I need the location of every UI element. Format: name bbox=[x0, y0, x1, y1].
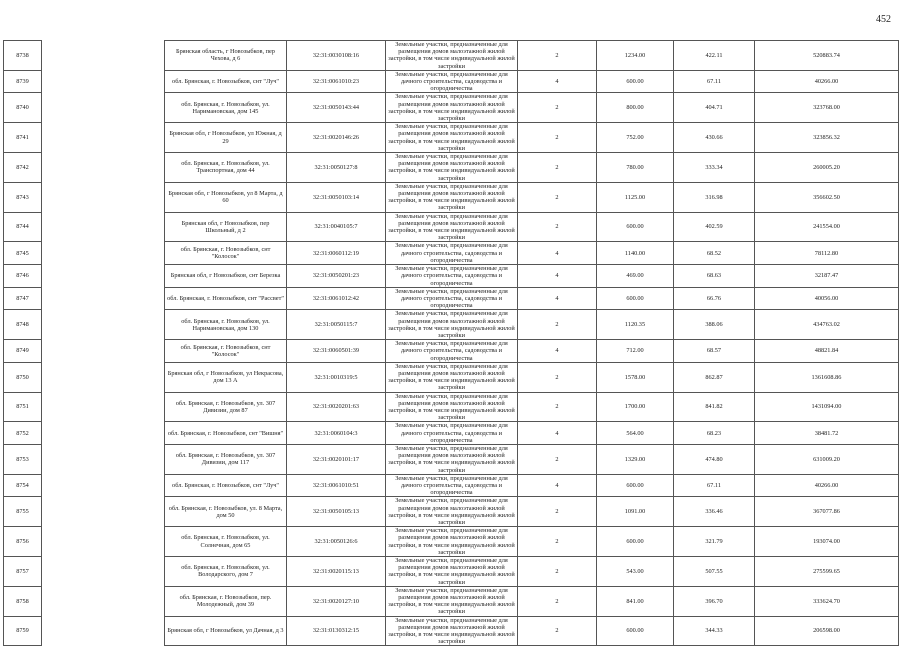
table-row bbox=[4, 474, 899, 497]
group-cell: 4 bbox=[518, 265, 597, 288]
spacer-cell bbox=[42, 557, 165, 587]
area-cell: 1234.00 bbox=[597, 41, 674, 71]
land-use-cell: Земельные участки, предназначенные для дачного строительства, садоводства и огородничества bbox=[386, 340, 518, 363]
area-cell: 469.00 bbox=[597, 265, 674, 288]
group-cell: 4 bbox=[518, 340, 597, 363]
spacer-cell bbox=[42, 287, 165, 310]
table-row bbox=[4, 497, 899, 527]
land-use-cell: Земельные участки, предназначенные для размещения домов малоэтажной жилой застройки, в том числе индивидуальной жилой застройки bbox=[386, 444, 518, 474]
land-use-cell: Земельные участки, предназначенные для размещения домов малоэтажной жилой застройки, в том числе индивидуальной жилой застройки bbox=[386, 93, 518, 123]
specific-value-cell: 841.82 bbox=[674, 392, 755, 422]
record-number-cell: 8745 bbox=[4, 242, 42, 265]
land-use-cell: Земельные участки, предназначенные для размещения домов малоэтажной жилой застройки, в том числе индивидуальной жилой застройки bbox=[386, 182, 518, 212]
cadastral-number-cell: 32:31:0020146:26 bbox=[287, 123, 386, 153]
specific-value-cell: 396.70 bbox=[674, 586, 755, 616]
area-cell: 800.00 bbox=[597, 93, 674, 123]
specific-value-cell: 68.52 bbox=[674, 242, 755, 265]
area-cell: 1140.00 bbox=[597, 242, 674, 265]
area-cell: 600.00 bbox=[597, 527, 674, 557]
group-cell: 2 bbox=[518, 527, 597, 557]
spacer-cell bbox=[42, 422, 165, 445]
cadastral-number-cell: 32:31:0020201:63 bbox=[287, 392, 386, 422]
spacer-cell bbox=[42, 586, 165, 616]
group-cell: 4 bbox=[518, 474, 597, 497]
spacer-cell bbox=[42, 444, 165, 474]
area-cell: 841.00 bbox=[597, 586, 674, 616]
address-cell: обл. Брянская, г. Новозыбков, ул. Солнечная, дом 65 bbox=[165, 527, 287, 557]
land-use-cell: Земельные участки, предназначенные для размещения домов малоэтажной жилой застройки, в том числе индивидуальной жилой застройки bbox=[386, 557, 518, 587]
cadastral-number-cell: 32:31:0020101:17 bbox=[287, 444, 386, 474]
area-cell: 600.00 bbox=[597, 287, 674, 310]
cadastral-number-cell: 32:31:0020127:10 bbox=[287, 586, 386, 616]
table-row bbox=[4, 586, 899, 616]
cadastral-value-cell: 367077.86 bbox=[755, 497, 899, 527]
cadastral-value-cell: 32187.47 bbox=[755, 265, 899, 288]
table-row bbox=[4, 310, 899, 340]
cadastral-value-cell: 241554.00 bbox=[755, 212, 899, 242]
cadastral-number-cell: 32:31:0050143:44 bbox=[287, 93, 386, 123]
address-cell: обл. Брянская, г. Новозыбков, ул. 8 Марта, дом 50 bbox=[165, 497, 287, 527]
specific-value-cell: 67.11 bbox=[674, 474, 755, 497]
table-row bbox=[4, 557, 899, 587]
area-cell: 780.00 bbox=[597, 153, 674, 183]
area-cell: 1120.35 bbox=[597, 310, 674, 340]
table-row bbox=[4, 242, 899, 265]
record-number-cell: 8752 bbox=[4, 422, 42, 445]
cadastral-value-cell: 48821.84 bbox=[755, 340, 899, 363]
area-cell: 600.00 bbox=[597, 70, 674, 93]
area-cell: 564.00 bbox=[597, 422, 674, 445]
area-cell: 1091.00 bbox=[597, 497, 674, 527]
record-number-cell: 8756 bbox=[4, 527, 42, 557]
cadastral-number-cell: 32:31:0050105:13 bbox=[287, 497, 386, 527]
address-cell: обл. Брянская, г. Новозыбков, ул. Наримановская, дом 145 bbox=[165, 93, 287, 123]
area-cell: 600.00 bbox=[597, 212, 674, 242]
record-number-cell: 8753 bbox=[4, 444, 42, 474]
table-row bbox=[4, 616, 899, 646]
record-number-cell: 8740 bbox=[4, 93, 42, 123]
group-cell: 4 bbox=[518, 422, 597, 445]
address-cell: Брянская область, г Новозыбков, пер Чехова, д 6 bbox=[165, 41, 287, 71]
land-use-cell: Земельные участки, предназначенные для размещения домов малоэтажной жилой застройки, в том числе индивидуальной жилой застройки bbox=[386, 212, 518, 242]
registry-rows bbox=[4, 41, 899, 646]
address-cell: обл. Брянская, г. Новозыбков, ул. Володарского, дом 7 bbox=[165, 557, 287, 587]
area-cell: 1125.00 bbox=[597, 182, 674, 212]
address-cell: обл. Брянская, г. Новозыбков, снт "Вишня" bbox=[165, 422, 287, 445]
cadastral-value-cell: 1361608.86 bbox=[755, 362, 899, 392]
spacer-cell bbox=[42, 242, 165, 265]
cadastral-number-cell: 32:31:0061010:51 bbox=[287, 474, 386, 497]
land-use-cell: Земельные участки, предназначенные для размещения домов малоэтажной жилой застройки, в том числе индивидуальной жилой застройки bbox=[386, 123, 518, 153]
spacer-cell bbox=[42, 497, 165, 527]
area-cell: 712.00 bbox=[597, 340, 674, 363]
specific-value-cell: 402.59 bbox=[674, 212, 755, 242]
specific-value-cell: 404.71 bbox=[674, 93, 755, 123]
table-row bbox=[4, 527, 899, 557]
cadastral-value-cell: 631009.20 bbox=[755, 444, 899, 474]
cadastral-value-cell: 1431094.00 bbox=[755, 392, 899, 422]
table-row bbox=[4, 93, 899, 123]
cadastral-number-cell: 32:31:0030108:16 bbox=[287, 41, 386, 71]
group-cell: 2 bbox=[518, 182, 597, 212]
spacer-cell bbox=[42, 310, 165, 340]
specific-value-cell: 68.23 bbox=[674, 422, 755, 445]
spacer-cell bbox=[42, 93, 165, 123]
cadastral-number-cell: 32:31:0050127:8 bbox=[287, 153, 386, 183]
cadastral-value-cell: 40266.00 bbox=[755, 70, 899, 93]
address-cell: обл. Брянская, г. Новозыбков, снт "Колосок" bbox=[165, 340, 287, 363]
group-cell: 2 bbox=[518, 310, 597, 340]
table-row bbox=[4, 392, 899, 422]
cadastral-number-cell: 32:31:0050126:6 bbox=[287, 527, 386, 557]
group-cell: 4 bbox=[518, 287, 597, 310]
cadastral-value-cell: 323856.32 bbox=[755, 123, 899, 153]
cadastral-number-cell: 32:31:0060104:3 bbox=[287, 422, 386, 445]
address-cell: обл. Брянская, г. Новозыбков, ул. 307 Дивизии, дом 117 bbox=[165, 444, 287, 474]
group-cell: 2 bbox=[518, 123, 597, 153]
record-number-cell: 8749 bbox=[4, 340, 42, 363]
land-use-cell: Земельные участки, предназначенные для дачного строительства, садоводства и огородничества bbox=[386, 422, 518, 445]
specific-value-cell: 68.63 bbox=[674, 265, 755, 288]
specific-value-cell: 474.80 bbox=[674, 444, 755, 474]
group-cell: 2 bbox=[518, 444, 597, 474]
land-use-cell: Земельные участки, предназначенные для размещения домов малоэтажной жилой застройки, в том числе индивидуальной жилой застройки bbox=[386, 153, 518, 183]
table-row bbox=[4, 340, 899, 363]
table-row bbox=[4, 444, 899, 474]
specific-value-cell: 67.11 bbox=[674, 70, 755, 93]
group-cell: 2 bbox=[518, 41, 597, 71]
cadastral-number-cell: 32:31:0060112:19 bbox=[287, 242, 386, 265]
cadastral-number-cell: 32:31:0061010:23 bbox=[287, 70, 386, 93]
spacer-cell bbox=[42, 153, 165, 183]
cadastral-number-cell: 32:31:0010319:5 bbox=[287, 362, 386, 392]
address-cell: обл. Брянская, г. Новозыбков, снт "Рассвет" bbox=[165, 287, 287, 310]
land-use-cell: Земельные участки, предназначенные для дачного строительства, садоводства и огородничества bbox=[386, 287, 518, 310]
address-cell: обл. Брянская, г. Новозыбков, ул. 307 Дивизии, дом 87 bbox=[165, 392, 287, 422]
cadastral-number-cell: 32:31:0061012:42 bbox=[287, 287, 386, 310]
cadastral-value-cell: 520883.74 bbox=[755, 41, 899, 71]
area-cell: 600.00 bbox=[597, 474, 674, 497]
cadastral-value-cell: 193074.00 bbox=[755, 527, 899, 557]
cadastral-number-cell: 32:31:0050201:23 bbox=[287, 265, 386, 288]
record-number-cell: 8750 bbox=[4, 362, 42, 392]
spacer-cell bbox=[42, 340, 165, 363]
table-row bbox=[4, 212, 899, 242]
page-number: 452 bbox=[876, 14, 891, 25]
specific-value-cell: 336.46 bbox=[674, 497, 755, 527]
specific-value-cell: 316.98 bbox=[674, 182, 755, 212]
cadastral-value-cell: 260005.20 bbox=[755, 153, 899, 183]
spacer-cell bbox=[42, 392, 165, 422]
spacer-cell bbox=[42, 212, 165, 242]
address-cell: Брянская обл, г Новозыбков, ул 8 Марта, д 60 bbox=[165, 182, 287, 212]
address-cell: обл. Брянская, г. Новозыбков, ул. Транспортная, дом 44 bbox=[165, 153, 287, 183]
cadastral-number-cell: 32:31:0050115:7 bbox=[287, 310, 386, 340]
cadastral-value-cell: 333624.70 bbox=[755, 586, 899, 616]
cadastral-value-cell: 40056.00 bbox=[755, 287, 899, 310]
area-cell: 752.00 bbox=[597, 123, 674, 153]
record-number-cell: 8739 bbox=[4, 70, 42, 93]
address-cell: Брянская обл, г Новозыбков, ул Южная, д 29 bbox=[165, 123, 287, 153]
table-row bbox=[4, 153, 899, 183]
group-cell: 2 bbox=[518, 586, 597, 616]
address-cell: обл. Брянская, г. Новозыбков, ул. Наримановская, дом 130 bbox=[165, 310, 287, 340]
address-cell: Брянская обл, г Новозыбков, ул Некрасова, дом 13 А bbox=[165, 362, 287, 392]
cadastral-number-cell: 32:31:0020115:13 bbox=[287, 557, 386, 587]
table-row bbox=[4, 265, 899, 288]
land-use-cell: Земельные участки, предназначенные для размещения домов малоэтажной жилой застройки, в том числе индивидуальной жилой застройки bbox=[386, 41, 518, 71]
table-row bbox=[4, 422, 899, 445]
group-cell: 2 bbox=[518, 362, 597, 392]
table-row bbox=[4, 287, 899, 310]
record-number-cell: 8738 bbox=[4, 41, 42, 71]
land-use-cell: Земельные участки, предназначенные для дачного строительства, садоводства и огородничества bbox=[386, 242, 518, 265]
record-number-cell: 8754 bbox=[4, 474, 42, 497]
cadastral-number-cell: 32:31:0130312:15 bbox=[287, 616, 386, 646]
area-cell: 1578.00 bbox=[597, 362, 674, 392]
area-cell: 1700.00 bbox=[597, 392, 674, 422]
specific-value-cell: 344.33 bbox=[674, 616, 755, 646]
group-cell: 2 bbox=[518, 212, 597, 242]
spacer-cell bbox=[42, 474, 165, 497]
area-cell: 600.00 bbox=[597, 616, 674, 646]
spacer-cell bbox=[42, 616, 165, 646]
record-number-cell: 8742 bbox=[4, 153, 42, 183]
address-cell: обл. Брянская, г. Новозыбков, снт "Луч" bbox=[165, 474, 287, 497]
specific-value-cell: 430.66 bbox=[674, 123, 755, 153]
record-number-cell: 8741 bbox=[4, 123, 42, 153]
land-use-cell: Земельные участки, предназначенные для дачного строительства, садоводства и огородничества bbox=[386, 474, 518, 497]
record-number-cell: 8746 bbox=[4, 265, 42, 288]
group-cell: 2 bbox=[518, 557, 597, 587]
land-use-cell: Земельные участки, предназначенные для размещения домов малоэтажной жилой застройки, в том числе индивидуальной жилой застройки bbox=[386, 527, 518, 557]
group-cell: 2 bbox=[518, 616, 597, 646]
land-use-cell: Земельные участки, предназначенные для размещения домов малоэтажной жилой застройки, в том числе индивидуальной жилой застройки bbox=[386, 362, 518, 392]
table-row bbox=[4, 70, 899, 93]
spacer-cell bbox=[42, 70, 165, 93]
group-cell: 2 bbox=[518, 153, 597, 183]
record-number-cell: 8759 bbox=[4, 616, 42, 646]
table-row bbox=[4, 41, 899, 71]
address-cell: Брянская обл, г Новозыбков, снт Березка bbox=[165, 265, 287, 288]
record-number-cell: 8748 bbox=[4, 310, 42, 340]
cadastral-number-cell: 32:31:0050103:14 bbox=[287, 182, 386, 212]
specific-value-cell: 333.34 bbox=[674, 153, 755, 183]
spacer-cell bbox=[42, 123, 165, 153]
address-cell: Брянская обл, г Новозыбков, пер Школьный, д 2 bbox=[165, 212, 287, 242]
land-use-cell: Земельные участки, предназначенные для дачного строительства, садоводства и огородничества bbox=[386, 265, 518, 288]
specific-value-cell: 66.76 bbox=[674, 287, 755, 310]
cadastral-value-cell: 323768.00 bbox=[755, 93, 899, 123]
group-cell: 4 bbox=[518, 242, 597, 265]
land-use-cell: Земельные участки, предназначенные для размещения домов малоэтажной жилой застройки, в том числе индивидуальной жилой застройки bbox=[386, 616, 518, 646]
cadastral-value-cell: 275599.65 bbox=[755, 557, 899, 587]
address-cell: обл. Брянская, г. Новозыбков, снт "Колосок" bbox=[165, 242, 287, 265]
cadastral-value-cell: 40266.00 bbox=[755, 474, 899, 497]
record-number-cell: 8743 bbox=[4, 182, 42, 212]
spacer-cell bbox=[42, 527, 165, 557]
specific-value-cell: 862.87 bbox=[674, 362, 755, 392]
specific-value-cell: 321.79 bbox=[674, 527, 755, 557]
cadastral-value-cell: 78112.80 bbox=[755, 242, 899, 265]
land-use-cell: Земельные участки, предназначенные для дачного строительства, садоводства и огородничества bbox=[386, 70, 518, 93]
group-cell: 2 bbox=[518, 93, 597, 123]
table-row bbox=[4, 123, 899, 153]
group-cell: 2 bbox=[518, 497, 597, 527]
address-cell: обл. Брянская, г. Новозыбков, пер. Молодежный, дом 39 bbox=[165, 586, 287, 616]
cadastral-number-cell: 32:31:0060501:39 bbox=[287, 340, 386, 363]
record-number-cell: 8751 bbox=[4, 392, 42, 422]
area-cell: 1329.00 bbox=[597, 444, 674, 474]
cadastral-number-cell: 32:31:0040105:7 bbox=[287, 212, 386, 242]
land-use-cell: Земельные участки, предназначенные для размещения домов малоэтажной жилой застройки, в том числе индивидуальной жилой застройки bbox=[386, 392, 518, 422]
record-number-cell: 8747 bbox=[4, 287, 42, 310]
cadastral-value-cell: 206598.00 bbox=[755, 616, 899, 646]
record-number-cell: 8744 bbox=[4, 212, 42, 242]
table-row bbox=[4, 362, 899, 392]
record-number-cell: 8758 bbox=[4, 586, 42, 616]
specific-value-cell: 507.55 bbox=[674, 557, 755, 587]
specific-value-cell: 388.06 bbox=[674, 310, 755, 340]
record-number-cell: 8755 bbox=[4, 497, 42, 527]
address-cell: Брянская обл, г Новозыбков, ул Дачная, д 3 bbox=[165, 616, 287, 646]
spacer-cell bbox=[42, 41, 165, 71]
area-cell: 543.00 bbox=[597, 557, 674, 587]
group-cell: 2 bbox=[518, 392, 597, 422]
spacer-cell bbox=[42, 265, 165, 288]
cadastral-value-cell: 38481.72 bbox=[755, 422, 899, 445]
specific-value-cell: 68.57 bbox=[674, 340, 755, 363]
cadastral-value-cell: 356602.50 bbox=[755, 182, 899, 212]
cadastral-value-cell: 434763.02 bbox=[755, 310, 899, 340]
spacer-cell bbox=[42, 362, 165, 392]
address-cell: обл. Брянская, г. Новозыбков, снт "Луч" bbox=[165, 70, 287, 93]
table-row bbox=[4, 182, 899, 212]
land-use-cell: Земельные участки, предназначенные для размещения домов малоэтажной жилой застройки, в том числе индивидуальной жилой застройки bbox=[386, 586, 518, 616]
registry-table bbox=[3, 40, 899, 646]
specific-value-cell: 422.11 bbox=[674, 41, 755, 71]
land-use-cell: Земельные участки, предназначенные для размещения домов малоэтажной жилой застройки, в том числе индивидуальной жилой застройки bbox=[386, 310, 518, 340]
land-use-cell: Земельные участки, предназначенные для размещения домов малоэтажной жилой застройки, в том числе индивидуальной жилой застройки bbox=[386, 497, 518, 527]
group-cell: 4 bbox=[518, 70, 597, 93]
record-number-cell: 8757 bbox=[4, 557, 42, 587]
spacer-cell bbox=[42, 182, 165, 212]
